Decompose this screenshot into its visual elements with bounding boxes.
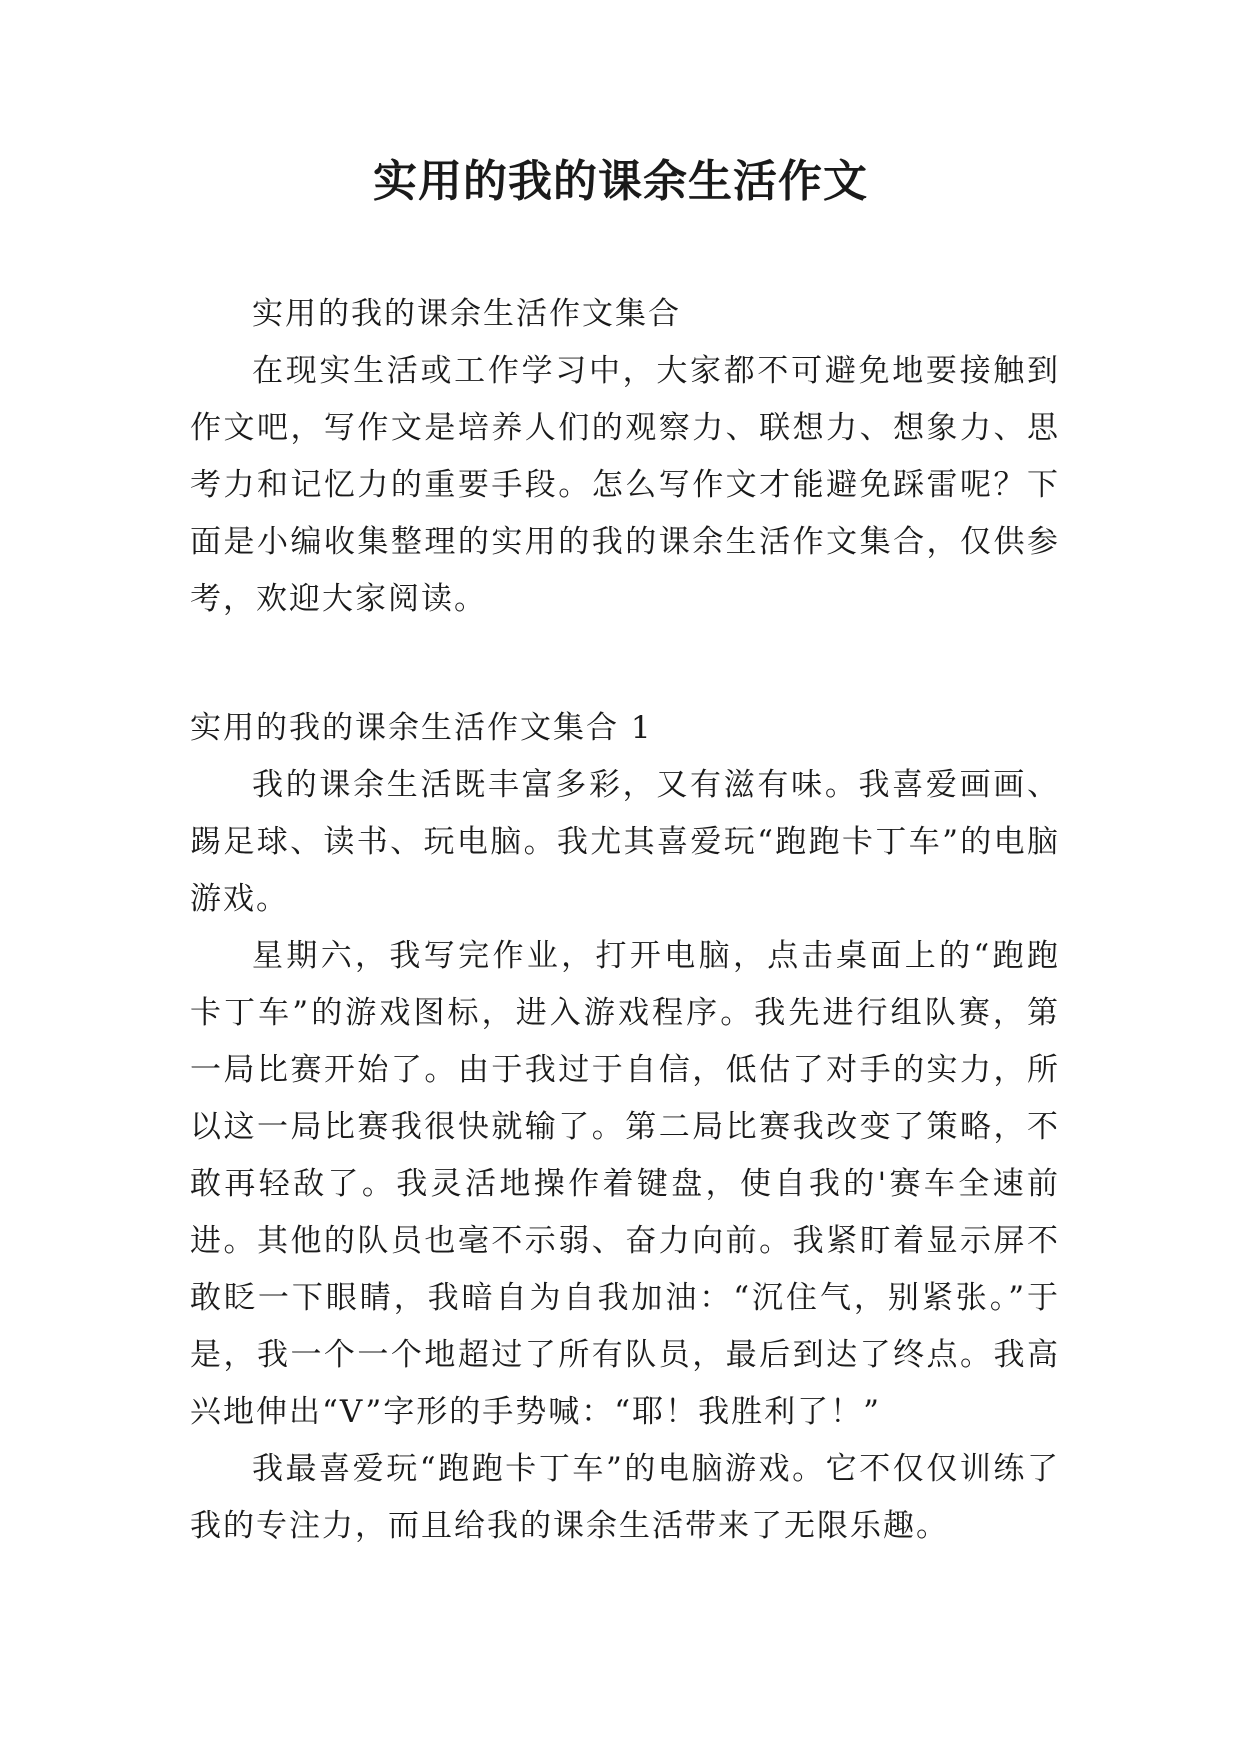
section-heading: 实用的我的课余生活作文集合 1 bbox=[190, 710, 653, 746]
body-paragraph: 我最喜爱玩“跑跑卡丁车”的电脑游戏。它不仅仅训练了我的专注力，而且给我的课余生活带来了无限乐趣。 bbox=[190, 1451, 1060, 1544]
subtitle-paragraph: 实用的我的课余生活作文集合 bbox=[252, 296, 681, 332]
intro-paragraph: 在现实生活或工作学习中，大家都不可避免地要接触到作文吧，写作文是培养人们的观察力、联想力、想象力、思考力和记忆力的重要手段。怎么写作文才能避免踩雷呢？下面是小编收集整理的实用的我的课余生活作文集合，仅供参考，欢迎大家阅读。 bbox=[190, 353, 1060, 617]
body-paragraph: 星期六，我写完作业，打开电脑，点击桌面上的“跑跑卡丁车”的游戏图标，进入游戏程序。我先进行组队赛，第一局比赛开始了。由于我过于自信，低估了对手的实力，所以这一局比赛我很快就输了。第二局比赛我改变了策略，不敢再轻敌了。我灵活地操作着键盘，使自我的'赛车全速前进。其他的队员也毫不示弱、奋力向前。我紧盯着显示屏不敢眨一下眼睛，我暗自为自我加油：“沉住气，别紧张。”于是，我一个一个地超过了所有队员，最后到达了终点。我高兴地伸出“V”字形的手势喊：“耶！我胜利了！” bbox=[190, 938, 1060, 1430]
body-paragraph: 我的课余生活既丰富多彩，又有滋有味。我喜爱画画、踢足球、读书、玩电脑。我尤其喜爱玩“跑跑卡丁车”的电脑游戏。 bbox=[190, 767, 1060, 917]
document-body bbox=[190, 286, 1060, 1555]
document-title: 实用的我的课余生活作文 bbox=[373, 156, 868, 207]
